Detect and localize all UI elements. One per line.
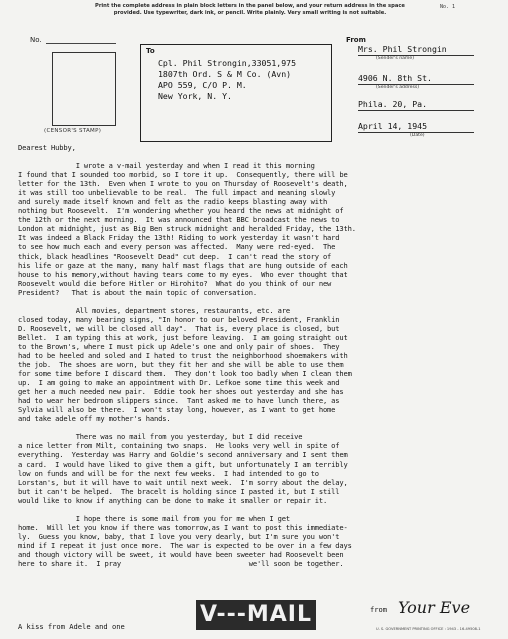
recipient-label: To — [146, 47, 155, 55]
serial-number-label: No. — [30, 36, 42, 44]
closing-line: A kiss from Adele and one — [18, 622, 125, 631]
sender-address-caption: (Sender's address) — [376, 85, 420, 90]
recipient-line: 1807th Ord. S & M Co. (Avn) — [158, 69, 292, 79]
paragraph: I hope there is some mail from you for me when I get home. Will let you know if there was tomorrow,as I want to post this immediate- ly. Guess you know, baby, that I love you very dearly, but I'm sure you won't mind if I repeat it just once more. The war is expected to be over in a few days and though victory will be sweet, it would have been sweeter had Roosevelt been here to share it. I pray we'll soon be together. — [18, 513, 352, 568]
sender-label: From — [346, 36, 366, 44]
closing-from: from — [370, 605, 388, 614]
sender-address: 4906 N. 8th St. — [358, 73, 474, 85]
handwritten-signature: Your Eve — [398, 598, 471, 617]
sender-city: Phila. 20, Pa. — [358, 99, 474, 111]
serial-number-line — [46, 43, 116, 44]
censor-stamp-box — [52, 52, 116, 126]
form-instructions: Print the complete address in plain block letters in the panel below, and your return address in the space provided. Use typewriter, dark ink, or pencil. Write plainly. Very small writing is not suitable. — [95, 3, 405, 16]
form-number: No. 1 — [440, 4, 456, 10]
paragraph: I wrote a v-mail yesterday and when I read it this morning I found that I sounded too morbid, so I tore it up. Consequently, there will be letter for the 13th. Even when I wrote to you on Thursday of Roosevelt's death, it was still too unbelievable to be real. The full impact and meaning slowly and surely made itself known and felt as the radio keeps blasting away with nothing but Roosevelt. I'm wondering whether you heard the news at midnight of the 12th or the next morning. It was announced that BBC broadcast the news to London at midnight, just as Big Ben struck midnight and heralded Friday, the 13th. It was indeed a Black Friday the 13th! Riding to work yesterday it wasn't hard to see how much each and every person was affected. Many were red-eyed. The thick, black headlines "Roosevelt Dead" cut deep. I can't read the story of his life or gaze at the many, many half mast flags that are hung outside of each house to his memory,without having tears come to my eyes. Who ever thought that Roosevelt would die before Hitler or Hirohito? What do you think of our new President? That is about the main topic of conversation. — [18, 161, 356, 297]
printing-office-note: U. S. GOVERNMENT PRINTING OFFICE : 1943 - 16-49508-1 — [376, 627, 481, 631]
censor-stamp-label: (CENSOR'S STAMP) — [44, 128, 102, 134]
date-caption: (Date) — [410, 133, 425, 138]
letter-date: April 14, 1945 — [358, 121, 474, 133]
recipient-line: New York, N. Y. — [158, 91, 232, 101]
sender-name: Mrs. Phil Strongin — [358, 44, 474, 56]
paragraph: All movies, department stores, restaurants, etc. are closed today, many bearing signs, "In honor to our beloved President, Franklin D. Roosevelt, we will be closed all day". That is, every place is closed, but Bellet. I am typing this at work, just before leaving. I am going straight out to the Brown's, where I must pick up Adele's one and only pair of shoes. They had to be heeled and soled and I hated to trust the neighborhood shoemakers with the job. The shoes are worn, but they fit her and she will be able to use them for some time before I discard them. They don't look too badly when I clean them up. I am going to make an appointment with Dr. Lefkoe some time this week and get her a much needed new pair. Eddie took her shoes out yesterday and she has had to wear her bedroom slippers since. Tant asked me to have lunch there, as Sylvia will also be there. I won't stay long, however, as I want to get home and take adele off my mother's hands. — [18, 305, 352, 424]
salutation: Dearest Hubby, — [18, 143, 76, 152]
letter-body — [18, 143, 500, 568]
sender-name-caption: (Sender's name) — [376, 56, 415, 61]
recipient-line: Cpl. Phil Strongin,33051,975 — [158, 58, 297, 68]
paragraph: There was no mail from you yesterday, but I did receive a nice letter from Milt, containing two snaps. He looks very well in spite of everything. Yesterday was Harry and Goldie's second anniversary and I sent them a card. I would have liked to give them a gift, but unfortunately I am terribly low on funds and will be for the next few weeks. I had intended to go to Lorstan's, but it will have to wait until next week. I'm sorry about the delay, but it can't be helped. The bracelt is holding since I pasted it, but I still would like to know if anything can be done to make it smaller or repair it. — [18, 432, 348, 505]
vmail-banner-logo: V---MAIL — [196, 600, 316, 630]
recipient-line: APO 559, C/O P. M. — [158, 80, 247, 90]
